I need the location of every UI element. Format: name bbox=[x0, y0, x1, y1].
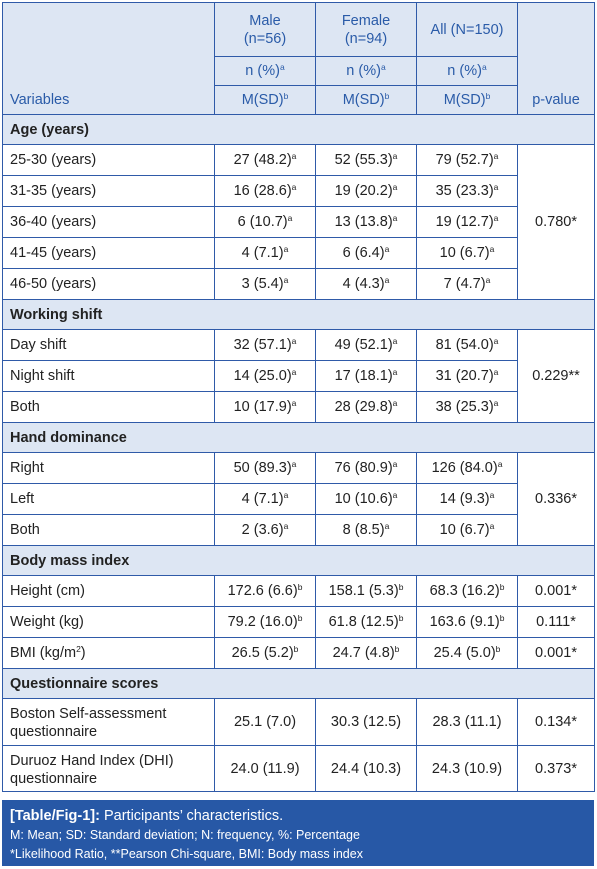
male-msd-header: M(SD)$^b$ bbox=[215, 86, 316, 115]
pvalue-cell: 0.111* bbox=[518, 607, 595, 638]
female-npct-header: n (%)$^a$ bbox=[316, 57, 417, 86]
participants-table bbox=[2, 2, 595, 792]
table-row: Weight (kg) 79.2 $(16.0)^b$ 61.8 $(12.5)^b$ 163.6 $(9.1)^b$ 0.111* bbox=[3, 607, 595, 638]
caption-notes: *Likelihood Ratio, **Pearson Chi-square, BMI: Body mass index bbox=[10, 847, 363, 861]
table-row: Duruoz Hand Index (DHI) questionnaire 24.0 (11.9) 24.4 (10.3) 24.3 (10.9) 0.373* bbox=[3, 746, 595, 792]
pvalue-cell: 0.373* bbox=[518, 746, 595, 792]
pvalue-cell: 0.229** bbox=[518, 330, 595, 423]
section-title: Hand dominance bbox=[3, 423, 595, 453]
table-row: Left 4 $(7.1)^a$ 10 $(10.6)^a$ 14 $(9.3)^a$ bbox=[3, 484, 595, 515]
pvalue-cell: 0.134* bbox=[518, 699, 595, 746]
male-npct-header: n (%)$^a$ bbox=[215, 57, 316, 86]
all-msd-header: M(SD)$^b$ bbox=[417, 86, 518, 115]
pvalue-cell: 0.001* bbox=[518, 576, 595, 607]
table-row: Day shift 32 $(57.1)^a$ 49 $(52.1)^a$ 81 $(54.0)^a$ 0.229** bbox=[3, 330, 595, 361]
pvalue-cell: 0.001* bbox=[518, 638, 595, 669]
table-row: 25-30 (years) 27 $(48.2)^a$ 52 $(55.3)^a$ 79 $(52.7)^a$ 0.780* bbox=[3, 145, 595, 176]
caption-title-line: [Table/Fig-1]: Participants’ characteristics. bbox=[10, 808, 284, 824]
pvalue-cell: 0.780* bbox=[518, 145, 595, 300]
pvalue-header: p-value bbox=[518, 3, 595, 115]
all-header: All (N=150) bbox=[417, 3, 518, 57]
section-title: Body mass index bbox=[3, 546, 595, 576]
section-title: Questionnaire scores bbox=[3, 669, 595, 699]
table-row: BMI $(kg/m^2)$ 26.5 $(5.2)^b$ 24.7 $(4.8)^b$ 25.4 $(5.0)^b$ 0.001* bbox=[3, 638, 595, 669]
variables-header: Variables bbox=[3, 3, 215, 115]
table-row: Night shift 14 $(25.0)^a$ 17 $(18.1)^a$ 31 $(20.7)^a$ bbox=[3, 361, 595, 392]
caption-abbreviations: M: Mean; SD: Standard deviation; N: frequency, %: Percentage bbox=[10, 828, 360, 842]
table-row: Right 50 $(89.3)^a$ 76 $(80.9)^a$ 126 $(84.0)^a$ 0.336* bbox=[3, 453, 595, 484]
pvalue-cell: 0.336* bbox=[518, 453, 595, 546]
female-msd-header: M(SD)$^b$ bbox=[316, 86, 417, 115]
female-header: Female (n=94) bbox=[316, 3, 417, 57]
table-row: 31-35 (years) 16 $(28.6)^a$ 19 $(20.2)^a$ 35 $(23.3)^a$ bbox=[3, 176, 595, 207]
section-title: Working shift bbox=[3, 300, 595, 330]
table-caption bbox=[2, 800, 594, 866]
all-npct-header: n (%)$^a$ bbox=[417, 57, 518, 86]
table-row: Both 10 $(17.9)^a$ 28 $(29.8)^a$ 38 $(25.3)^a$ bbox=[3, 392, 595, 423]
table-row: 36-40 (years) 6 $(10.7)^a$ 13 $(13.8)^a$ 19 $(12.7)^a$ bbox=[3, 207, 595, 238]
table-row: 46-50 (years) 3 $(5.4)^a$ 4 $(4.3)^a$ 7 $(4.7)^a$ bbox=[3, 269, 595, 300]
table-row: 41-45 (years) 4 $(7.1)^a$ 6 $(6.4)^a$ 10 $(6.7)^a$ bbox=[3, 238, 595, 269]
table-row: Boston Self-assessment questionnaire 25.1 (7.0) 30.3 (12.5) 28.3 (11.1) 0.134* bbox=[3, 699, 595, 746]
table-row: Both 2 $(3.6)^a$ 8 $(8.5)^a$ 10 $(6.7)^a$ bbox=[3, 515, 595, 546]
section-title: Age (years) bbox=[3, 115, 595, 145]
male-header: Male (n=56) bbox=[215, 3, 316, 57]
table-row: Height (cm) 172.6 $(6.6)^b$ 158.1 $(5.3)^b$ 68.3 $(16.2)^b$ 0.001* bbox=[3, 576, 595, 607]
